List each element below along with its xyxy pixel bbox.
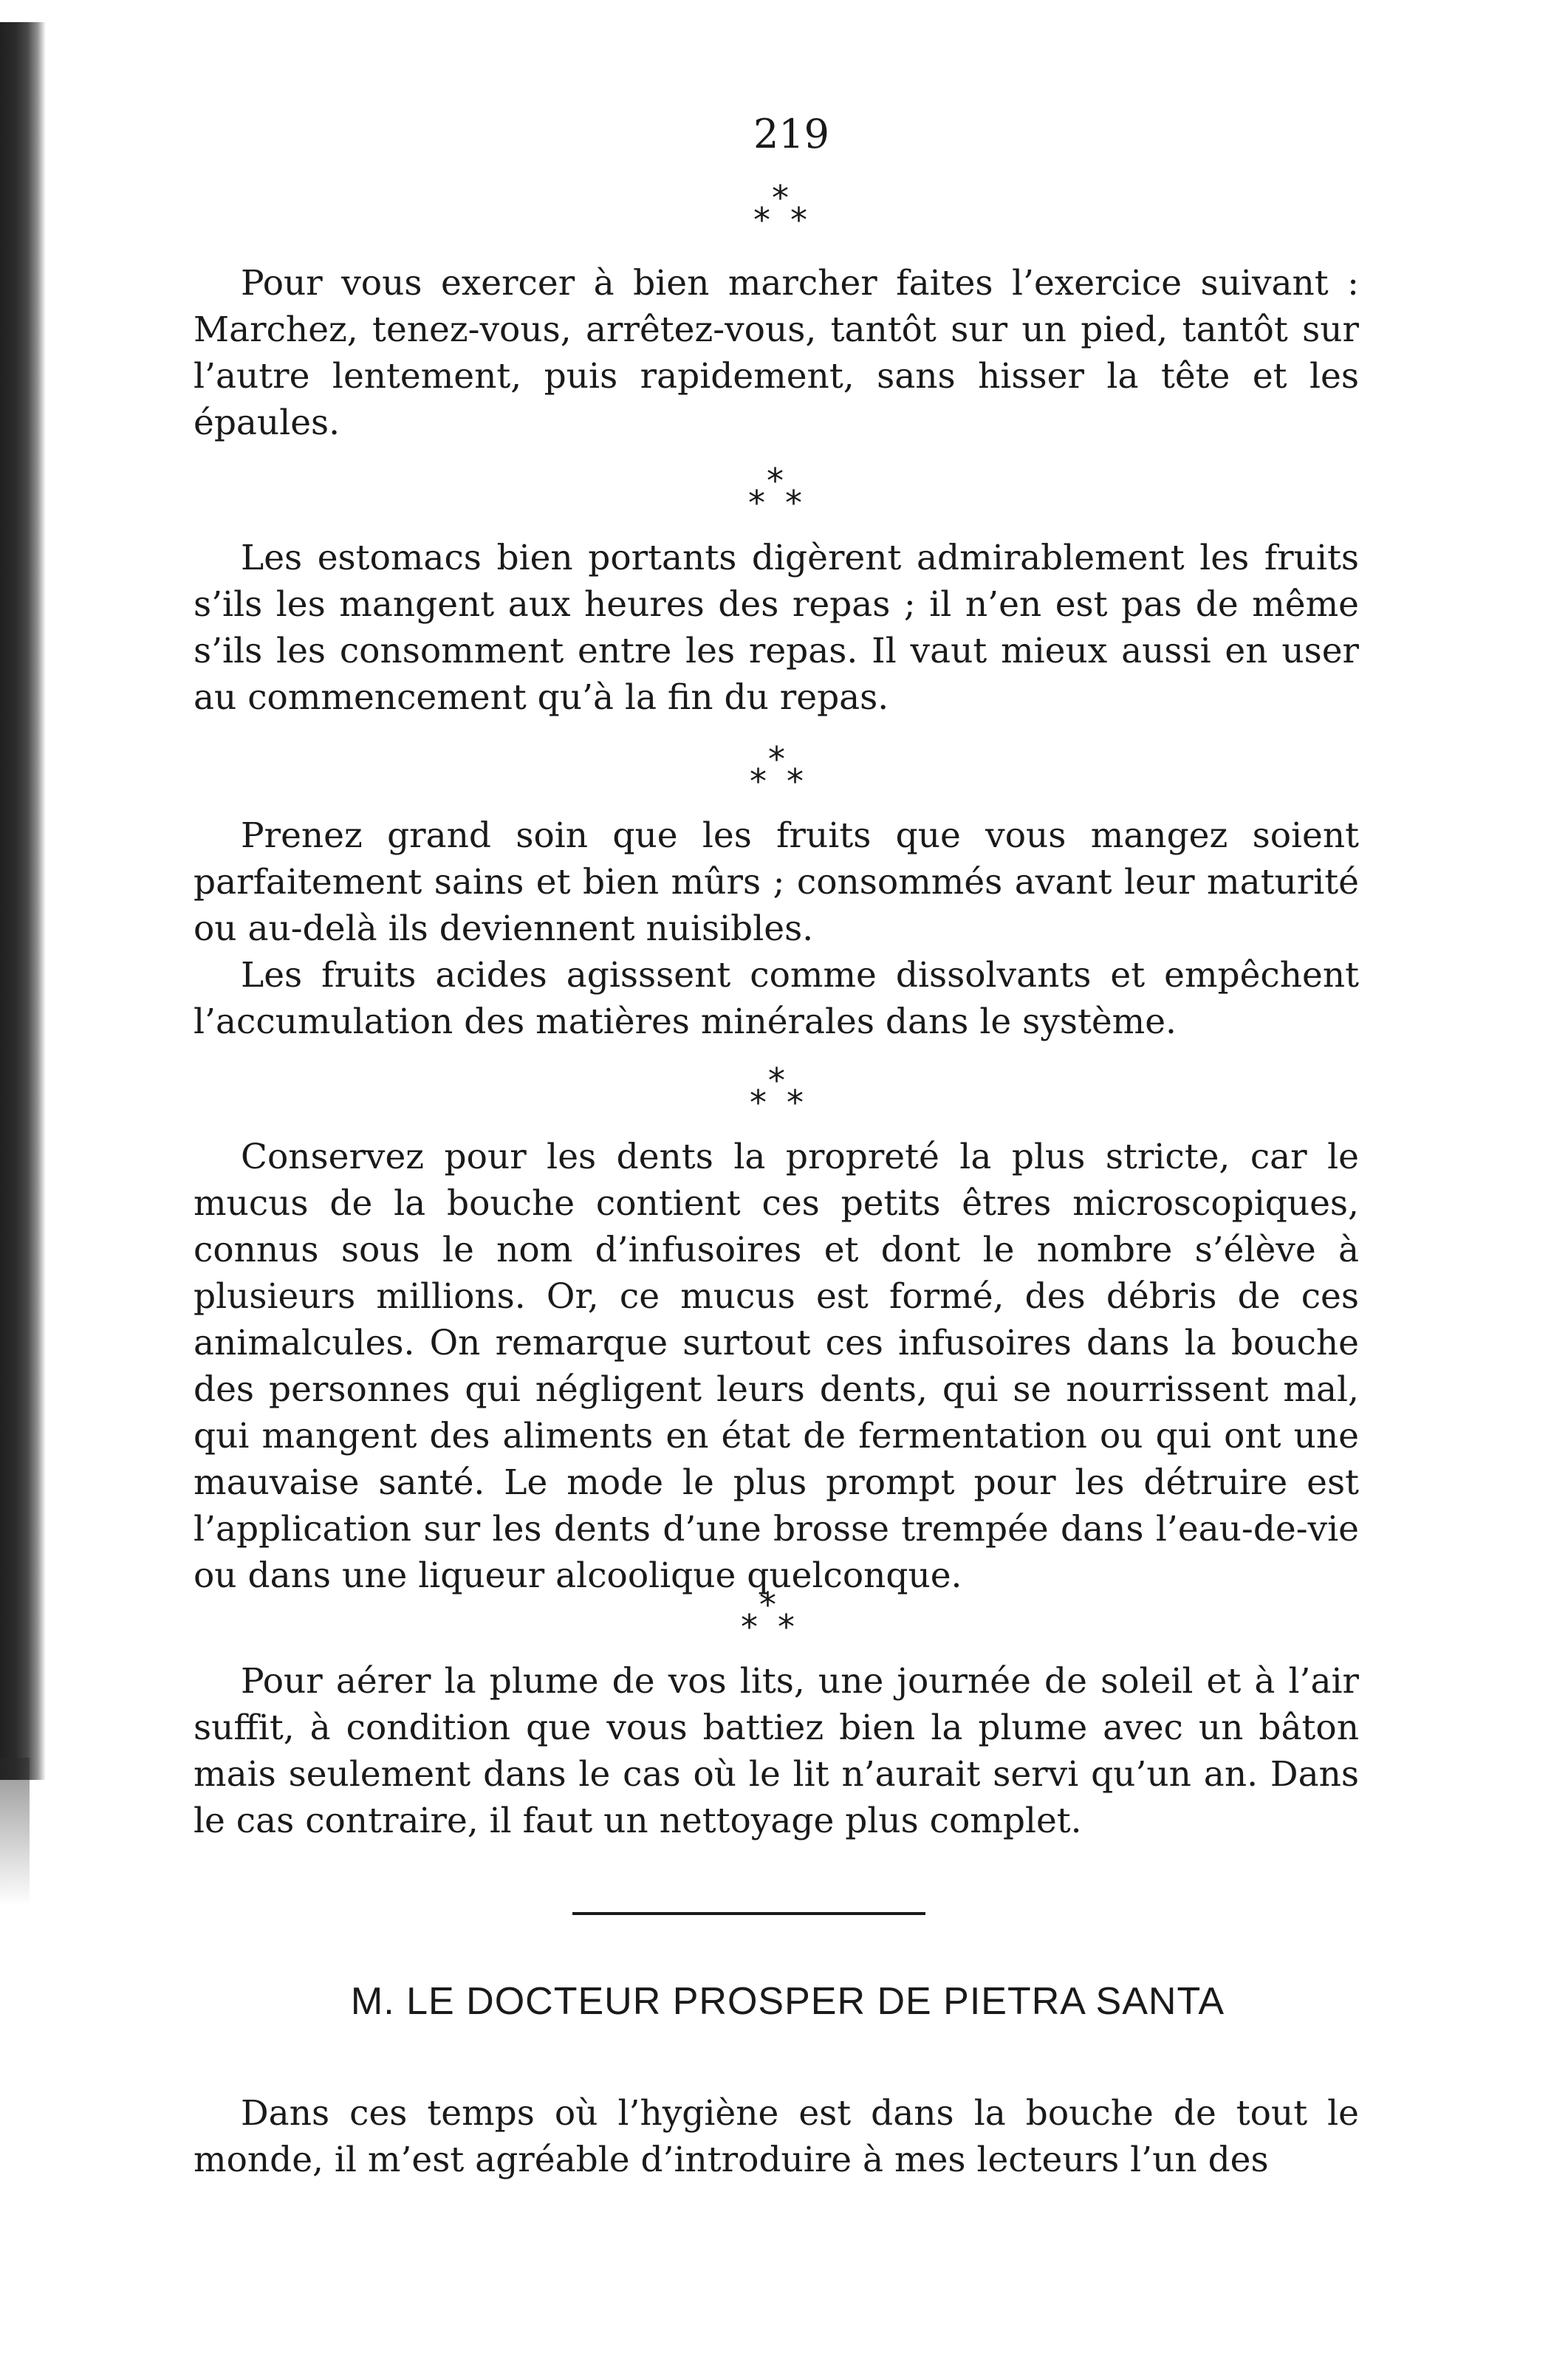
asterism-star-left: * [741,1607,758,1647]
asterism-star-top: * [768,1061,785,1100]
asterism-star-right: * [787,1083,804,1123]
section-dental-hygiene [194,1134,1359,1599]
asterism-star-top: * [768,739,785,779]
section-ripe-fruit [194,812,1359,1045]
scanned-page-binding-fade [0,1758,30,1905]
asterism-star-left: * [748,483,765,523]
article-heading: M. LE DOCTEUR PROSPER DE PIETRA SANTA [350,1980,1225,2023]
paragraph: Pour vous exercer à bien marcher faites l’exercice suivant : Marchez, tenez-vous, arrêtez-vous, tantôt sur un pied, tantôt sur l’autre lentement, puis rapidement, sans hisser la tête et les épaules. [194,263,1359,443]
section-fruit-digestion [194,535,1359,721]
article-intro [194,2090,1359,2183]
section-bedding-aeration [194,1658,1359,1844]
asterism-divider [0,1061,1568,1130]
asterism-star-right: * [787,761,804,801]
asterism-divider [0,1585,1568,1654]
paragraph: Dans ces temps où l’hygiène est dans la bouche de tout le monde, il m’est agréable d’introduire à mes lecteurs l’un des [194,2093,1359,2180]
asterism-star-left: * [753,200,770,240]
asterism-divider [0,739,1568,809]
asterism-star-right: * [778,1607,795,1647]
asterism-divider [0,178,1568,247]
section-divider-rule [572,1912,925,1915]
asterism-star-left: * [750,1083,767,1123]
asterism-divider [0,461,1568,530]
paragraph: Les fruits acides agisssent comme dissolvants et empêchent l’accumulation des matières minérales dans le système. [194,955,1359,1042]
asterism-star-left: * [750,761,767,801]
page-number: 219 [753,111,830,157]
paragraph: Conservez pour les dents la propreté la plus stricte, car le mucus de la bouche contient ces petits êtres microscopiques, connus sous le nom d’infusoires et dont le nombre s’élève à plusieurs millions. Or, ce mucus est formé, des débris de ces animalcules. On remarque surtout ces infusoires dans la bouche des personnes qui négligent leurs dents, qui se nourrissent mal, qui mangent des aliments en état de fermentation ou qui ont une mauvaise santé. Le mode le plus prompt pour les détruire est l’application sur les dents d’une brosse trempée dans l’eau-de-vie ou dans une liqueur alcoolique quelconque. [194,1137,1359,1596]
asterism-star-right: * [790,200,807,240]
section-walking-exercise [194,260,1359,446]
paragraph: Les estomacs bien portants digèrent admirablement les fruits s’ils les mangent aux heures des repas ; il n’en est pas de même s’ils les consomment entre les repas. Il vaut mieux aussi en user au commencement qu’à la fin du repas. [194,538,1359,718]
scanned-page-binding-edge [0,22,46,1780]
asterism-star-top: * [759,1585,776,1625]
paragraph: Pour aérer la plume de vos lits, une journée de soleil et à l’air suffit, à condition que vous battiez bien la plume avec un bâton mais seulement dans le cas où le lit n’aurait servi qu’un an. Dans le cas contraire, il faut un nettoyage plus complet. [194,1661,1359,1841]
paragraph: Prenez grand soin que les fruits que vous mangez soient parfaitement sains et bien mûrs ; consommés avant leur maturité ou au-delà ils deviennent nuisibles. [194,815,1359,949]
asterism-star-top: * [767,461,784,501]
asterism-star-right: * [785,483,802,523]
asterism-star-top: * [772,178,789,218]
